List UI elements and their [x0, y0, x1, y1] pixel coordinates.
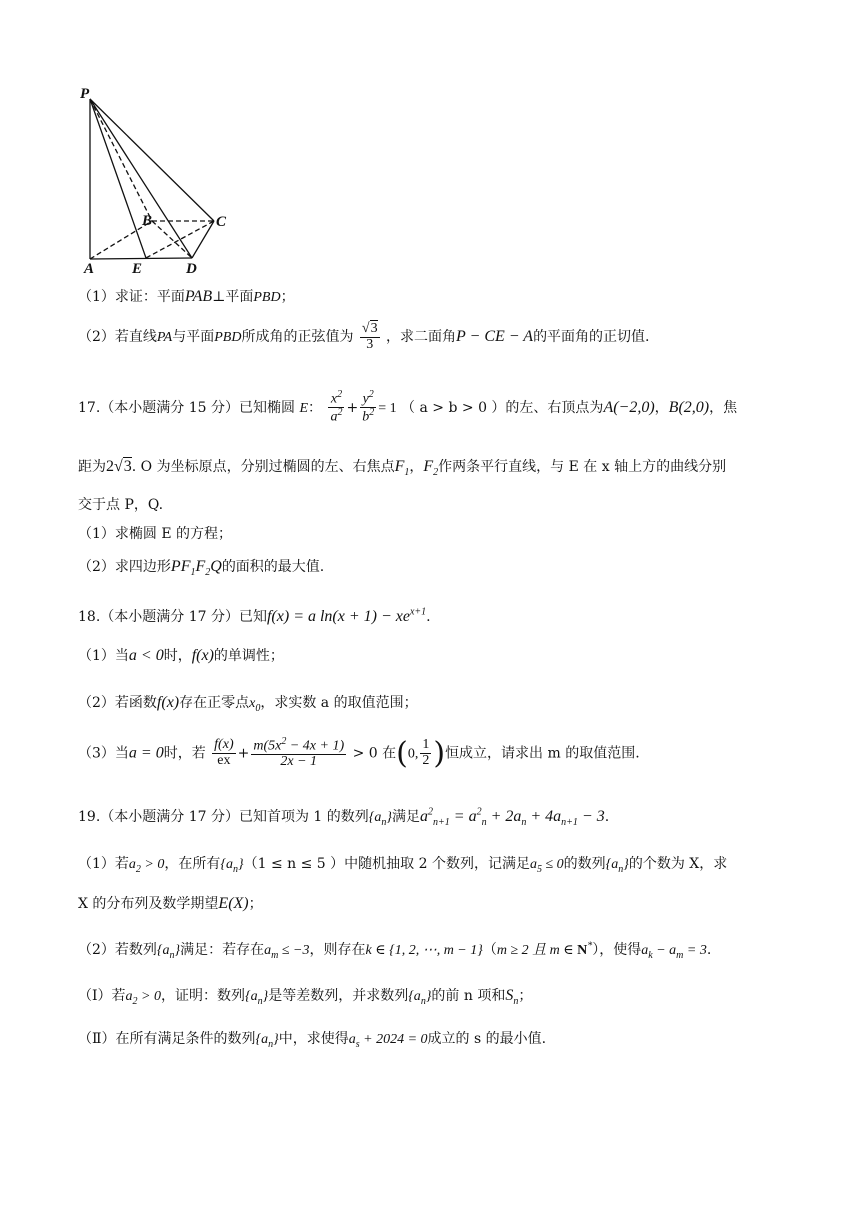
fraction-m-term: $\frac{m(5x^2 - 4x + 1)}{2x - 1}$ — [253, 735, 345, 770]
q17-part2: （2）求四边形$PF_1F_2Q$的面积的最大值. — [78, 558, 325, 579]
q16-part2: （2）若直线PA与平面PBD所成角的正弦值为 $\frac{√3}{3}$ ，求二面角P − CE − A的平面角的正切值. — [78, 321, 650, 352]
q17-line3: 交于点 P，Q. — [78, 497, 164, 513]
q19-part2-I: （Ⅰ）若$a_2 > 0$，证明：数列$\{a_n\}$是等差数列，并求数列$\{a_n\}$的前 n 项和$S_n$； — [78, 987, 533, 1008]
q17-part1: （1）求椭圆 E 的方程； — [78, 526, 233, 542]
label-E: E — [132, 261, 143, 274]
q18-part2: （2）若函数f(x)存在正零点$x_0$，求实数 a 的取值范围； — [78, 694, 418, 714]
label-D: D — [186, 261, 197, 274]
q19-part2-II: （Ⅱ）在所有满足条件的数列$\{a_n\}$中，求使得$a_s + 2024 = 0$成立的 s 的最小值. — [78, 1031, 547, 1050]
q18-head: 18.（本小题满分 17 分）已知f(x) = a $\ln(x + 1) - xe^{x+1}$. — [78, 606, 431, 625]
function-definition: f(x) = a $\ln(x + 1) - xe^{x+1}$ — [266, 606, 427, 625]
q19-head: 19.（本小题满分 17 分）已知首项为 1 的数列$\{a_n\}$满足$a^2_{n+1} = a^2_n + 2a_n + 4a_{n+1} - 3$. — [78, 806, 610, 829]
sine-value-fraction: $\frac{√3}{3}$ — [361, 321, 378, 352]
q19-part2: （2）若数列$\{a_n\}$满足：若存在$a_m \le -3$，则存在k ∈ {1, 2, ⋯, m − 1}（m ≥ 2 且 m ∈ N*），使得$a_k - a_m = 3$. — [78, 940, 712, 961]
q17-head: 17.（本小题满分 15 分）已知椭圆 E： $\frac{x^2}{a^2}$ + $\frac{y^2}{b^2}$ = 1 （ a > b > 0 ）的左、右顶点为A(−2,0)，B(2,0)，焦 — [78, 389, 738, 425]
q16-part1: （1）求证：平面PAB⊥平面PBD； — [78, 288, 295, 305]
focal-distance: 2√3 — [106, 458, 132, 475]
fraction-fx-over-ex: $\frac{f(x)}{ex}$ — [214, 737, 234, 768]
label-B: B — [142, 213, 153, 229]
recurrence: $a^2_{n+1} = a^2_n + 2a_n + 4a_{n+1} - 3$ — [420, 806, 605, 829]
label-P: P — [80, 86, 90, 102]
q19-part1-line2: X 的分布列及数学期望E(X)； — [78, 895, 263, 912]
q18-part3: （3）当a = 0时，若 $\frac{f(x)}{ex}$ + $\frac{m(5x^2 - 4x + 1)}{2x - 1}$ > 0 在(0, $\frac{1}{2}$ )恒成立，请求出 m 的取值范围. — [78, 735, 640, 771]
q18-part1: （1）当a < 0时，f(x)的单调性； — [78, 647, 284, 664]
q19-part1: （1）若$a_2 > 0$，在所有$\{a_n\}(1 \le n \le 5$ ）中随机抽取 2 个数列，记满足$a_5 \le 0$的数列$\{a_n\}$的个数为 X，求 — [78, 856, 728, 875]
ellipse-x-term: $\frac{x^2}{a^2}$ — [330, 389, 343, 425]
pyramid-diagram — [74, 84, 244, 274]
label-C: C — [216, 214, 227, 230]
quadrilateral: $PF_1F_2Q$ — [170, 558, 222, 579]
q17-line2: 距为2√3. O 为坐标原点，分别过椭圆的左、右焦点$F_1$，$F_2$作两条平行直线，与 E 在 x 轴上方的曲线分别 — [78, 458, 727, 479]
pyramid-figure — [74, 84, 244, 274]
label-A: A — [84, 261, 95, 274]
plane-pab: PAB — [184, 288, 213, 305]
ellipse-y-term: $\frac{y^2}{b^2}$ — [362, 389, 375, 425]
